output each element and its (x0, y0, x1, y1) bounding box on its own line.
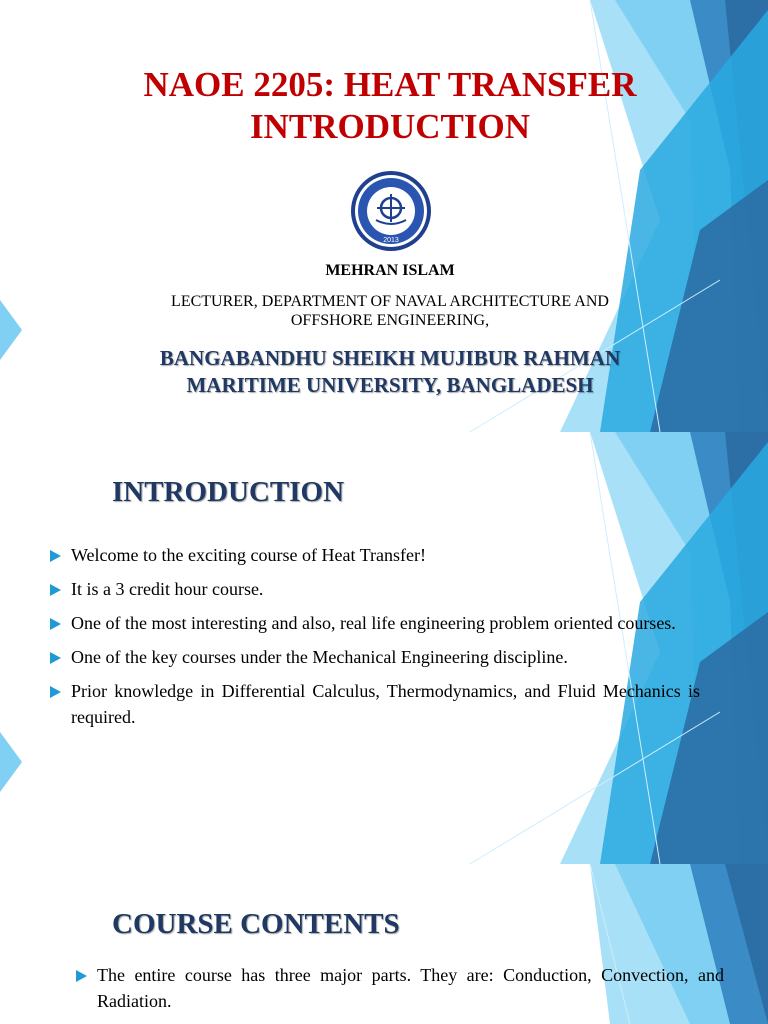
role-line-2: OFFSHORE ENGINEERING, (290, 312, 490, 329)
bullet-arrow-icon (50, 584, 61, 596)
course-contents-slide (0, 864, 768, 1024)
slide-heading: INTRODUCTION (112, 476, 345, 508)
title-line-2: INTRODUCTION (249, 107, 531, 146)
list-item: One of the most interesting and also, real life engineering problem oriented courses. (48, 610, 700, 636)
bullet-arrow-icon (50, 618, 61, 630)
university-line-1: BANGABANDHU SHEIKH MUJIBUR RAHMAN (159, 346, 621, 370)
list-item: Prior knowledge in Differential Calculus, Thermodynamics, and Fluid Mechanics is required. (48, 678, 700, 730)
title-slide (0, 0, 768, 432)
university-seal-icon (350, 170, 432, 252)
list-item: It is a 3 credit hour course. (48, 576, 700, 602)
list-item: The entire course has three major parts. They are: Conduction, Convection, and Radiation. (74, 962, 724, 1014)
slide-title (0, 64, 768, 148)
list-item: Welcome to the exciting course of Heat Transfer! (48, 542, 700, 568)
university-line-2: MARITIME UNIVERSITY, BANGLADESH (186, 373, 594, 397)
slide-heading: COURSE CONTENTS (112, 908, 400, 940)
bullet-list (74, 962, 724, 1022)
list-item: One of the key courses under the Mechanical Engineering discipline. (48, 644, 700, 670)
bullet-arrow-icon (50, 550, 61, 562)
bullet-list (48, 542, 700, 738)
university-name (0, 345, 768, 399)
bullet-arrow-icon (50, 652, 61, 664)
seal-year: 2013 (383, 237, 399, 244)
role-line-1: LECTURER, DEPARTMENT OF NAVAL ARCHITECTURE AND (171, 293, 609, 310)
bullet-arrow-icon (76, 970, 87, 982)
introduction-slide (0, 432, 768, 864)
bullet-arrow-icon (50, 686, 61, 698)
presenter-role (80, 292, 700, 330)
title-line-1: NAOE 2205: HEAT TRANSFER (143, 65, 637, 104)
presenter-name: MEHRAN ISLAM (325, 262, 455, 279)
